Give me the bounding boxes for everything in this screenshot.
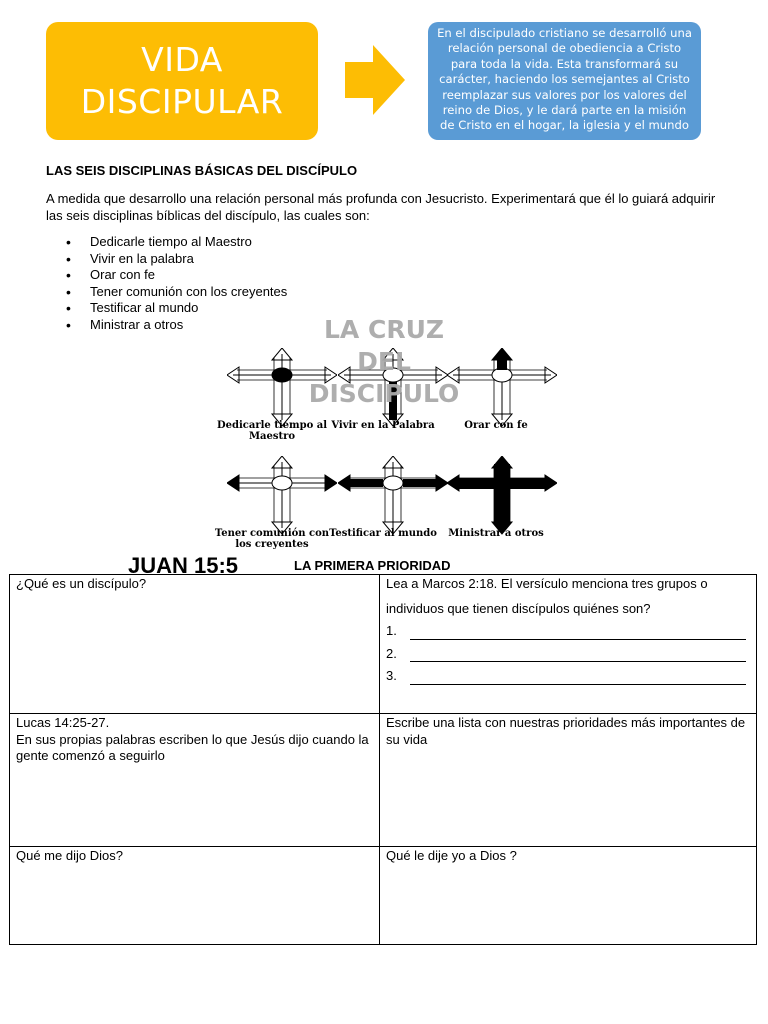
disciplines-list	[66, 234, 287, 333]
question-cell[interactable]	[10, 847, 380, 945]
question-text: En sus propias palabras escriben lo que Jesús dijo cuando la gente comenzó a seguirlo	[16, 731, 369, 763]
question-text: Escribe una lista con nuestras prioridades más importantes de su vida	[386, 715, 746, 747]
list-item: • Tener comunión con los creyentes	[66, 284, 287, 301]
cross-label: Orar con fe	[464, 420, 528, 431]
answer-line[interactable]	[386, 646, 750, 663]
blank-line[interactable]	[410, 647, 746, 662]
question-text: Qué me dijo Dios?	[16, 848, 123, 863]
title-line-2: DISCIPULAR	[80, 82, 284, 121]
cross-icon	[447, 348, 557, 428]
worksheet-title: LA PRIMERA PRIORIDAD	[294, 558, 451, 573]
question-reference: Lucas 14:25-27.	[16, 715, 110, 730]
question-cell[interactable]	[380, 575, 757, 714]
cross-icon	[338, 456, 448, 536]
list-item: • Vivir en la palabra	[66, 251, 287, 268]
cross-figure-title: LA CRUZ DEL DISCIPULO	[308, 315, 460, 408]
cross-label: Dedicarle tiempo al Maestro	[216, 420, 328, 442]
question-text: individuos que tienen discípulos quiénes son?	[386, 600, 651, 616]
blank-line[interactable]	[410, 670, 746, 685]
answer-line[interactable]	[386, 623, 750, 640]
worksheet-table	[9, 574, 757, 945]
cross-label: Ministrar a otros	[448, 528, 544, 539]
question-cell[interactable]	[380, 847, 757, 945]
answer-line[interactable]	[386, 668, 750, 685]
title-line-1: VIDA	[141, 40, 223, 79]
intro-paragraph: A medida que desarrollo una relación personal más profunda con Jesucristo. Experimentará que él lo guiará adquirir las seis disciplinas bíblicas del discípulo, las cuales son:	[46, 191, 716, 223]
question-text: Lea a Marcos 2:18. El versículo menciona tres grupos o	[386, 576, 708, 591]
answer-number: 2.	[386, 645, 397, 661]
cross-icon	[227, 456, 337, 536]
question-cell[interactable]	[10, 714, 380, 847]
list-item: • Orar con fe	[66, 267, 287, 284]
cross-label: Tener comunión con los creyentes	[214, 528, 330, 550]
question-text: ¿Qué es un discípulo?	[16, 576, 147, 591]
title-box	[46, 22, 318, 140]
list-item: • Dedicarle tiempo al Maestro	[66, 234, 287, 251]
right-arrow-icon	[345, 45, 405, 115]
verse-reference: JUAN 15:5	[128, 553, 239, 578]
question-cell[interactable]	[10, 575, 380, 714]
blank-line[interactable]	[410, 625, 746, 640]
section-heading: LAS SEIS DISCIPLINAS BÁSICAS DEL DISCÍPULO	[46, 163, 358, 178]
info-box: En el discipulado cristiano se desarrolló una relación personal de obediencia a Cristo para toda la vida. Esta transformará su carácter, haciendo los semejantes al Cristo reemplazar sus valores por los valores del reino de Dios, y le dará parte en la misión de Cristo en el hogar, la iglesia y el mundo	[428, 22, 701, 140]
list-item: • Testificar al mundo	[66, 300, 287, 317]
cross-label: Vivir en la Palabra	[331, 420, 435, 431]
cross-icon	[447, 456, 557, 536]
list-item: • Ministrar a otros	[66, 317, 287, 334]
question-cell[interactable]	[380, 714, 757, 847]
answer-number: 1.	[386, 623, 397, 638]
cross-label: Testificar al mundo	[329, 528, 437, 539]
answer-number: 3.	[386, 668, 397, 683]
question-text: Qué le dije yo a Dios ?	[386, 848, 517, 863]
